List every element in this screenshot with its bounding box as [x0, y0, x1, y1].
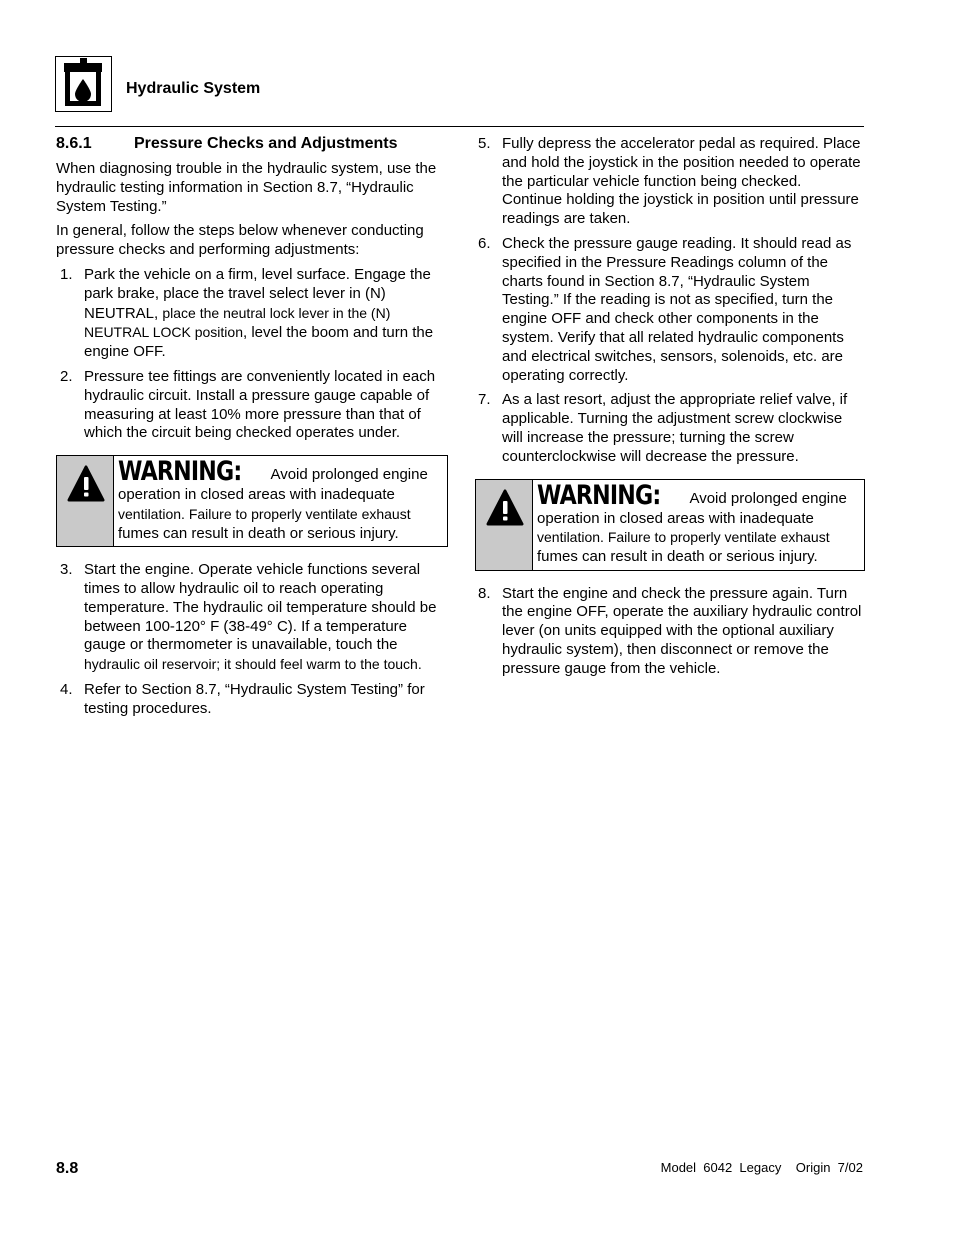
- section-number: 8.6.1: [56, 135, 92, 152]
- warning-sidebar: [57, 456, 114, 546]
- warning-text: [118, 458, 443, 543]
- warning-triangle-icon: [485, 487, 525, 527]
- step-number: 8.: [478, 584, 491, 602]
- step-text-small: hydraulic oil reservoir; it should feel warm to the touch.: [84, 656, 422, 673]
- intro-paragraph-2: In general, follow the steps below whenever conducting pressure checks and performing adjustments:: [56, 222, 424, 259]
- warning-text-part: fumes can result in death or serious injury.: [537, 548, 818, 566]
- step-number: 7.: [478, 391, 491, 409]
- list-item: [475, 235, 865, 385]
- steps-list-right: [475, 135, 865, 467]
- step-number: 5.: [478, 135, 491, 152]
- list-item: [475, 391, 865, 466]
- section-heading: [56, 134, 448, 154]
- right-column: [475, 135, 865, 685]
- warning-box: [56, 455, 448, 547]
- warning-text-part: fumes can result in death or serious injury.: [118, 524, 399, 542]
- model-info: Model 6042 Legacy Origin 7/02: [660, 1160, 863, 1175]
- warning-text-small: ventilation. Failure to properly ventilate exhaust: [118, 505, 411, 522]
- intro-paragraph-1: When diagnosing trouble in the hydraulic system, use the hydraulic testing information in Section 8.7, “Hydraulic System Testing.”: [56, 160, 437, 215]
- hydraulic-press-icon: [55, 56, 112, 112]
- warning-label: WARNING:: [118, 456, 242, 488]
- step-number: 3.: [60, 561, 73, 579]
- step-text: As a last resort, adjust the appropriate relief valve, if applicable. Turning the adjustment screw clockwise will increase the pressure; turning the screw counterclockwise will decrease the pressure.: [502, 391, 848, 465]
- list-item: [56, 266, 448, 362]
- step-text: Fully depress the accelerator pedal as required. Place and hold the joystick in the position needed to operate the particular vehicle function being checked. Continue holding the joystick in position until pressure readings are taken.: [502, 135, 861, 228]
- list-item: [475, 585, 865, 679]
- list-item: [56, 561, 448, 675]
- step-number: 2.: [60, 367, 73, 385]
- step-text: , level the boom and turn the engine OFF.: [84, 324, 434, 361]
- header-divider: [55, 126, 864, 127]
- warning-box: [475, 479, 865, 571]
- step-text: Park the vehicle on a firm, level surface. Engage the park brake, place the travel select lever in (N) NEUTRAL,: [84, 265, 431, 322]
- list-item: [475, 135, 865, 229]
- step-text: Pressure tee fittings are conveniently located in each hydraulic circuit. Install a pressure gauge capable of measuring at least 10% more pressure than that of which the circuit being checked operates under.: [84, 367, 436, 442]
- steps-list-left: [56, 266, 448, 443]
- list-item: [56, 368, 448, 443]
- step-number: 1.: [60, 265, 73, 283]
- step-number: 6.: [478, 234, 491, 252]
- warning-label: WARNING:: [537, 479, 661, 511]
- warning-text-small: ventilation. Failure to properly ventilate exhaust: [537, 529, 830, 546]
- step-text-small: place the neutral lock lever in the (N) NEUTRAL LOCK position: [84, 304, 391, 341]
- warning-sidebar: [476, 480, 533, 570]
- left-column: [56, 134, 448, 725]
- warning-triangle-icon: [66, 463, 106, 503]
- page-number: 8.8: [56, 1160, 79, 1177]
- step-text: Refer to Section 8.7, “Hydraulic System Testing” for testing procedures.: [84, 680, 425, 717]
- section-title: Pressure Checks and Adjustments: [134, 135, 398, 152]
- step-text: Start the engine. Operate vehicle functions several times to allow hydraulic oil to reach operating temperature. The hydraulic oil temperature should be between 100-120° F (38-49° C). If a temperature gauge or thermometer is unavailable, touch the: [84, 561, 437, 654]
- step-text: Check the pressure gauge reading. It should read as specified in the Pressure Readings column of the charts found in Section 8.7, “Hydraulic System Testing.” If the reading is not as specified, turn the engine OFF and check other components in the system. Verify that all related hydraulic components and electrical switches, sensors, solenoids, etc. are operating correctly.: [502, 234, 852, 384]
- header-title: Hydraulic System: [126, 80, 261, 97]
- warning-text: [537, 479, 860, 567]
- steps-list-left-continued: [56, 561, 448, 718]
- warning-text-part: Avoid prolonged engine operation in closed areas with inadequate: [118, 466, 428, 504]
- step-number: 4.: [60, 680, 73, 698]
- step-text: Start the engine and check the pressure again. Turn the engine OFF, operate the auxiliary hydraulic control lever (on units equipped with the optional auxiliary hydraulic system), then disconnect or remove the pressure gauge from the vehicle.: [502, 584, 862, 677]
- warning-text-part: Avoid prolonged engine operation in closed areas with inadequate: [537, 489, 847, 527]
- steps-list-right-continued: [475, 585, 865, 679]
- list-item: [56, 681, 448, 719]
